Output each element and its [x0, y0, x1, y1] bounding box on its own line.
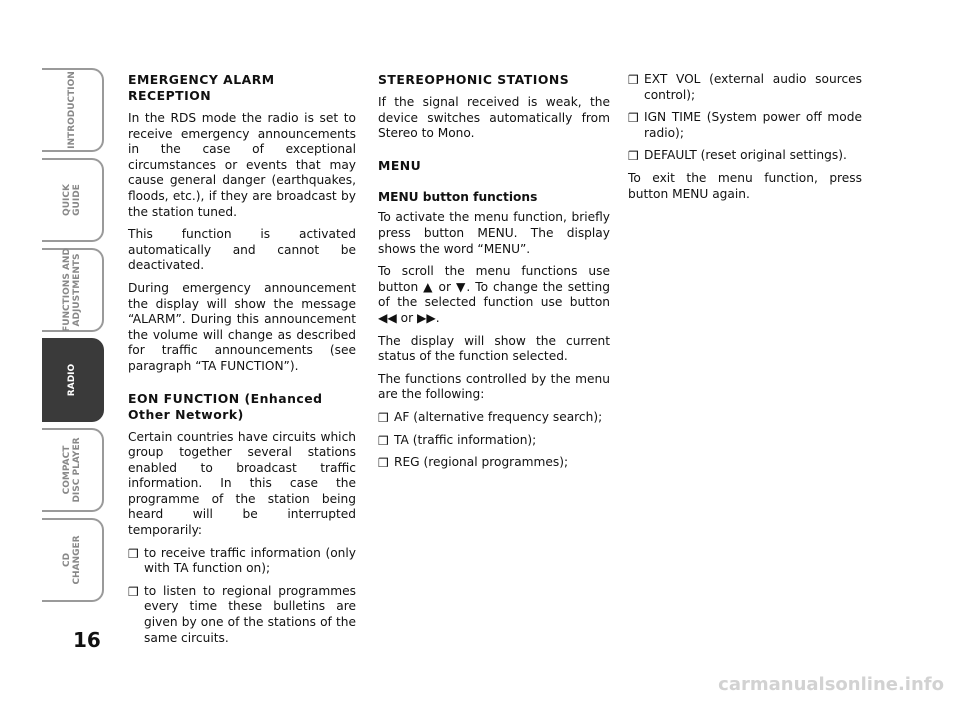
list-item: ❒ IGN TIME (System power off mode radio);	[628, 110, 862, 140]
paragraph: To exit the menu function, press button MENU again.	[628, 170, 862, 201]
checkbox-bullet-icon: ❒	[128, 546, 139, 561]
paragraph: If the signal received is weak, the device switches automatically from Stereo to Mono.	[378, 95, 610, 141]
tab-compact-disc-player[interactable]	[42, 428, 104, 512]
tab-introduction[interactable]	[42, 68, 104, 152]
paragraph: In the RDS mode the radio is set to receive emergency announcements in the case of exceptional circumstances or events that may cause general danger (earthquakes, floods, etc.), if they are broadcast by the station tuned.	[128, 111, 356, 219]
list-item: ❒ to listen to regional programmes every time these bulletins are given by one of the stations of the same circuits.	[128, 583, 356, 645]
paragraph: Certain countries have circuits which group together several stations enabled to broadcast traffic information. In this case the programme of the station being heard will be interrupted temporarily:	[128, 429, 356, 538]
heading-menu: MENU	[378, 157, 422, 173]
tab-label: CD CHANGER	[62, 535, 82, 585]
tab-label: FUNCTIONS AND ADJUSTMENTS	[62, 248, 82, 332]
tab-label: QUICK GUIDE	[62, 184, 82, 216]
section-tabs	[42, 68, 106, 608]
checkbox-bullet-icon: ❒	[378, 456, 389, 471]
list-item: ❒ to receive traffic information (only with TA function on);	[128, 545, 356, 576]
list-item: ❒ REG (regional programmes);	[378, 455, 569, 471]
column-1	[128, 72, 356, 653]
list-item: ❒ TA (traffic information);	[378, 432, 537, 448]
watermark: carmanualsonline.info	[718, 674, 944, 695]
column-2	[378, 72, 610, 478]
checkbox-bullet-icon: ❒	[128, 584, 139, 599]
tab-quick-guide[interactable]	[42, 158, 104, 242]
checkbox-bullet-icon: ❒	[628, 73, 639, 87]
checkbox-bullet-icon: ❒	[628, 111, 639, 126]
list-item: ❒ DEFAULT (reset original settings).	[628, 148, 847, 164]
paragraph: To scroll the menu functions use button ▲ or ▼. To change the setting of the selected function use button ◀◀ or ▶▶.	[378, 264, 610, 325]
tab-label: INTRODUCTION	[67, 71, 77, 149]
heading-eon-function: EON FUNCTION (Enhanced Other Network)	[128, 390, 323, 422]
paragraph: During emergency announcement the display will show the message “ALARM”. During this announcement the volume will change as described for traffic announcements (see paragraph “TA FUNCTION”).	[128, 280, 356, 373]
list-item: ❒ EXT VOL (external audio sources control);	[628, 72, 862, 102]
checkbox-bullet-icon: ❒	[628, 149, 639, 164]
tab-label: COMPACT DISC PLAYER	[62, 437, 82, 503]
heading-emergency-alarm: EMERGENCY ALARM RECEPTION	[128, 72, 275, 103]
checkbox-bullet-icon: ❒	[378, 410, 389, 425]
tab-functions-adjustments[interactable]	[42, 248, 104, 332]
heading-stereophonic-stations: STEREOPHONIC STATIONS	[378, 72, 570, 87]
paragraph: This function is activated automatically and cannot be deactivated.	[128, 227, 356, 273]
paragraph: To activate the menu function, briefly press button MENU. The display shows the word “MENU”.	[378, 210, 610, 256]
list-item: ❒ AF (alternative frequency search);	[378, 409, 603, 425]
tab-cd-changer[interactable]	[42, 518, 104, 602]
page-number: 16	[73, 628, 101, 652]
paragraph: The display will show the current status of the function selected.	[378, 333, 610, 364]
tab-radio[interactable]	[42, 338, 104, 422]
tab-label: RADIO	[67, 363, 77, 397]
heading-menu-button-functions: MENU button functions	[378, 189, 538, 204]
paragraph: The functions controlled by the menu are the following:	[378, 371, 610, 402]
column-3	[628, 72, 862, 209]
checkbox-bullet-icon: ❒	[378, 433, 389, 448]
